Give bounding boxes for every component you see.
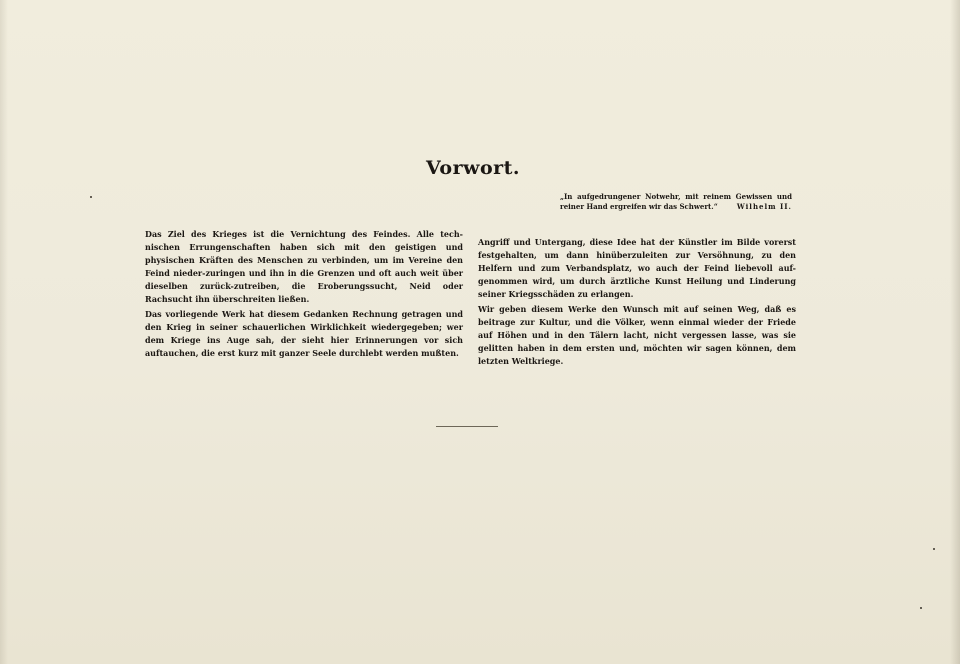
page-title: Vorwort. xyxy=(425,157,521,179)
closing-rule-divider xyxy=(436,426,498,427)
right-text-column xyxy=(478,236,796,368)
motto-block xyxy=(560,192,792,212)
right-paragraph-1: Angriff und Untergang, diese Idee hat der Künstler im Bilde vorerst festgehalten, um dann hinüberzuleiten zur Versöhnung, zu den Helfern und zum Verbandsplatz, wo auch der Feind liebevoll auf-genommen wird, um durch ärztliche Kunst Heilung und Linderung seiner Kriegsschäden zu erlangen. xyxy=(478,237,796,299)
page-left-edge-shadow xyxy=(0,0,8,664)
motto-author: Wilhelm II. xyxy=(736,202,792,211)
right-paragraph-2: Wir geben diesem Werke den Wunsch mit auf seinen Weg, daß es beitrage zur Kultur, und die Völker, wenn einmal wieder der Friede auf Höhen und in den Tälern lacht, nicht vergessen lasse, was sie gelitten haben in dem ersten und, möchten wir sagen können, dem letzten Weltkriege. xyxy=(478,304,796,366)
page-right-edge-shadow xyxy=(950,0,960,664)
paper-speck xyxy=(933,548,935,550)
left-text-column xyxy=(145,228,463,360)
left-paragraph-2: Das vorliegende Werk hat diesem Gedanken Rechnung getragen und den Krieg in seiner schauerlichen Wirklichkeit wiedergegeben; wer dem Kriege ins Auge sah, der sieht hier Erinnerungen vor sich auftauchen, die erst kurz mit ganzer Seele durchlebt werden mußten. xyxy=(145,309,463,358)
paper-speck xyxy=(90,196,92,198)
left-paragraph-1: Das Ziel des Krieges ist die Vernichtung des Feindes. Alle tech-nischen Errungenschaften haben sich mit den geistigen und physischen Kräften des Menschen zu verbinden, um im Vereine den Feind nieder-zuringen und ihn in die Grenzen und oft auch weit über dieselben zurück-zutreiben, die Eroberungssucht, Neid oder Rachsucht ihn überschreiten ließen. xyxy=(145,229,463,304)
paper-speck xyxy=(920,607,922,609)
motto-quote: „In aufgedrungener Notwehr, mit reinem Gewissen und reiner Hand ergreifen wir das Schwert.“ xyxy=(560,192,792,211)
